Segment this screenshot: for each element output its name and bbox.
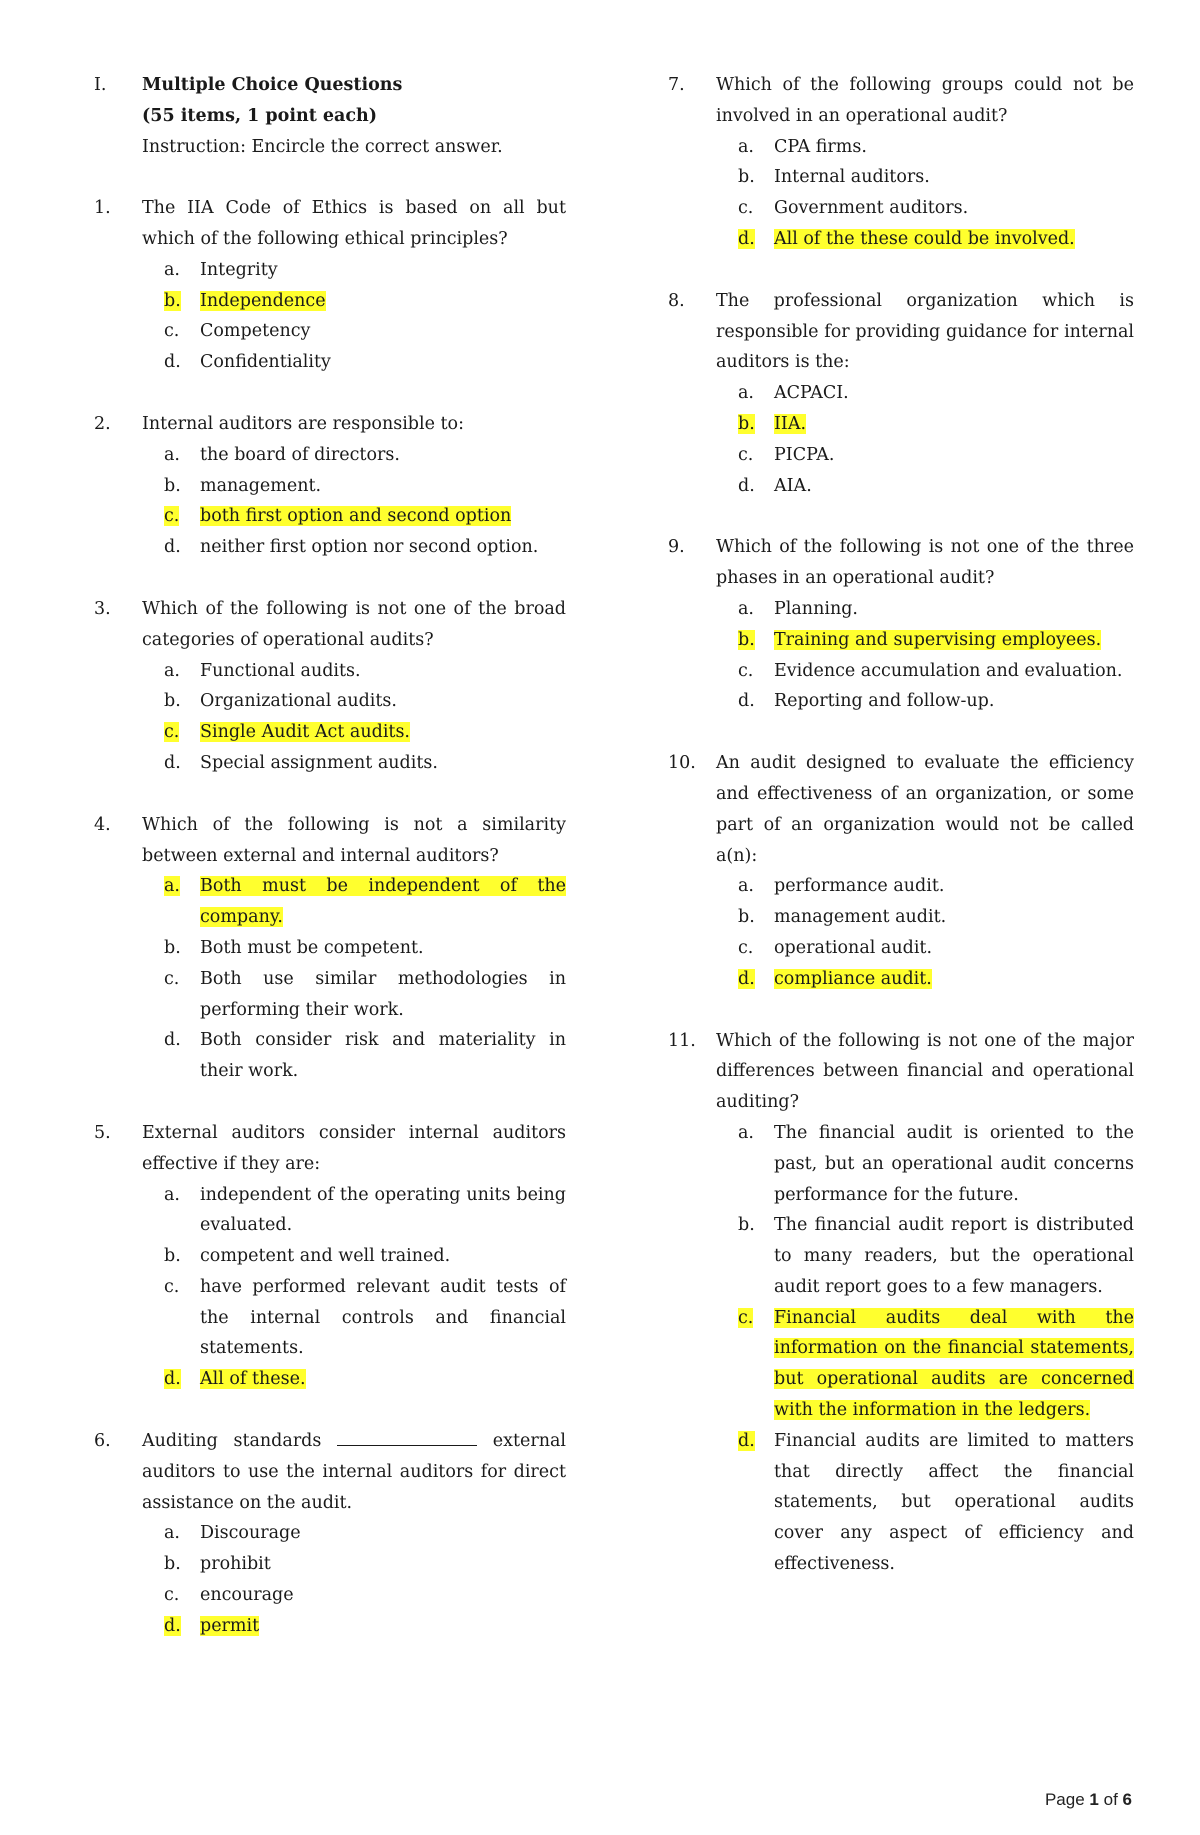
answer-choice[interactable] [142,1518,566,1549]
section-numeral: I. [94,75,107,95]
answer-choice[interactable] [716,193,1134,224]
choice-text: Both must be independent of the company. [200,876,566,928]
choice-letter: a. [164,876,180,897]
choice-letter: b. [164,937,181,958]
answer-choice-highlighted[interactable] [142,286,566,317]
answer-choice[interactable] [142,656,566,687]
question-number: 7. [668,75,685,95]
choice-text: IIA. [774,413,807,434]
choice-letter: d. [164,537,181,558]
choice-letter: c. [738,1307,754,1328]
question-item [668,286,1134,502]
answer-choice[interactable] [142,933,566,964]
question-item [94,1118,566,1395]
question-number: 4. [94,814,111,835]
choice-list [94,255,566,378]
answer-choice[interactable] [716,594,1134,625]
choice-letter: b. [164,691,181,712]
choice-text: Government auditors. [774,198,969,219]
question-text: Which of the following is not one of the major differences between financial and operational auditing? [716,1030,1134,1113]
answer-choice[interactable] [716,686,1134,717]
choice-letter: a. [738,383,754,404]
answer-choice[interactable] [716,871,1134,902]
question-number: 8. [668,290,685,311]
answer-choice[interactable] [716,1210,1134,1302]
choice-text: Special assignment audits. [200,752,438,773]
question-text: Which of the following is not a similarity between external and internal auditors? [142,814,566,866]
question-number: 6. [94,1431,111,1452]
answer-choice[interactable] [142,686,566,717]
fill-in-blank [337,1431,477,1446]
page-footer [1045,1790,1132,1810]
answer-choice[interactable] [716,132,1134,163]
choice-letter: a. [164,444,180,465]
choice-letter: b. [164,475,181,496]
choice-letter: b. [738,907,755,928]
question-item [94,409,566,563]
choice-letter: d. [164,1030,181,1051]
question-item [668,532,1134,717]
choice-letter: c. [738,198,754,219]
choice-text: management. [200,475,322,496]
answer-choice[interactable] [142,532,566,563]
choice-letter: a. [164,1184,180,1205]
choice-letter: a. [738,598,754,619]
question-text: Which of the following is not one of the three phases in an operational audit? [716,537,1134,589]
choice-text: management audit. [774,907,947,928]
question-item [668,748,1134,994]
choice-letter: c. [164,968,180,989]
choice-list [94,656,566,779]
answer-choice[interactable] [142,347,566,378]
choice-text: neither first option nor second option. [200,537,539,558]
question-number: 1. [94,198,111,219]
answer-choice[interactable] [142,1180,566,1242]
choice-letter: c. [738,660,754,681]
choice-text: Both must be competent. [200,937,424,958]
choice-letter: b. [738,629,755,650]
choice-list [94,1518,566,1641]
answer-choice-highlighted[interactable] [142,1364,566,1395]
choice-letter: c. [738,444,754,465]
answer-choice-highlighted[interactable] [142,717,566,748]
answer-choice[interactable] [142,1025,566,1087]
choice-letter: d. [164,1615,181,1636]
question-text: Internal auditors are responsible to: [142,413,464,434]
choice-list [94,1180,566,1396]
choice-text: Integrity [200,259,278,280]
question-number: 9. [668,537,685,558]
answer-choice[interactable] [716,1118,1134,1210]
choice-text: permit [200,1615,260,1636]
question-item [94,594,566,779]
answer-choice[interactable] [716,440,1134,471]
choice-text: both first option and second option [200,506,512,527]
answer-choice-highlighted[interactable] [716,625,1134,656]
choice-text: Discourage [200,1523,301,1544]
choice-text: Confidentiality [200,352,331,373]
question-number: 5. [94,1122,111,1143]
answer-choice[interactable] [142,471,566,502]
choice-list [94,871,566,1087]
section-instruction: Instruction: Encircle the correct answer. [142,136,503,157]
choice-letter: d. [738,968,755,989]
choice-letter: b. [738,413,755,434]
left-column [94,70,566,1673]
choice-letter: b. [164,1246,181,1267]
question-item [668,1026,1134,1580]
choice-letter: c. [164,506,180,527]
question-text: Which of the following groups could not be involved in an operational audit? [716,75,1134,126]
choice-letter: c. [164,321,180,342]
choice-text: All of these. [200,1369,306,1390]
choice-list [668,871,1134,994]
choice-text: Internal auditors. [774,167,930,188]
right-column [668,70,1134,1611]
choice-text: Both use similar methodologies in performing their work. [200,968,566,1020]
choice-letter: b. [164,290,181,311]
question-number: 10. [668,753,696,774]
answer-choice-highlighted[interactable] [716,1303,1134,1426]
choice-text: Evidence accumulation and evaluation. [774,660,1123,681]
answer-choice[interactable] [142,440,566,471]
choice-text: Functional audits. [200,660,361,681]
question-item [668,70,1134,255]
choice-letter: a. [164,1523,180,1544]
choice-text: independent of the operating units being evaluated. [200,1184,566,1236]
answer-choice[interactable] [716,902,1134,933]
choice-text: The financial audit report is distributed to many readers, but the operational audit report goes to a few managers. [774,1215,1134,1297]
footer-page-word: Page [1044,1790,1085,1809]
choice-text: compliance audit. [774,968,932,989]
answer-choice[interactable] [716,162,1134,193]
question-text [142,1426,566,1518]
answer-choice[interactable] [142,1580,566,1611]
answer-choice[interactable] [142,255,566,286]
choice-letter: c. [164,1585,180,1606]
choice-letter: d. [738,228,755,249]
answer-choice[interactable] [716,656,1134,687]
choice-text: performance audit. [774,876,945,897]
choice-letter: d. [738,691,755,712]
answer-choice[interactable] [142,964,566,1026]
choice-text: have performed relevant audit tests of the internal controls and financial statements. [200,1276,566,1359]
choice-letter: d. [164,752,181,773]
choice-text: The financial audit is oriented to the past, but an operational audit concerns performance for the future. [774,1122,1134,1205]
choice-text: prohibit [200,1554,271,1575]
section-subtitle: (55 items, 1 point each) [142,105,378,126]
choice-letter: d. [164,352,181,373]
choice-letter: a. [738,1122,754,1143]
question-item [94,193,566,378]
choice-text: Financial audits are limited to matters that directly affect the financial statements, but operational audits cover any aspect of efficiency and effectiveness. [774,1430,1134,1575]
question-text: An audit designed to evaluate the efficiency and effectiveness of an organization, or some part of an organization would not be called a(n): [716,753,1134,866]
choice-letter: b. [738,1215,755,1236]
answer-choice[interactable] [142,1272,566,1364]
choice-text: Independence [200,290,326,311]
question-number: 3. [94,598,111,619]
choice-text: the board of directors. [200,444,400,465]
choice-text: ACPACI. [774,383,849,404]
footer-current-page: 1 [1089,1790,1099,1809]
answer-choice-highlighted[interactable] [142,1611,566,1642]
answer-choice[interactable] [142,748,566,779]
choice-text: Competency [200,321,311,342]
choice-letter: a. [164,660,180,681]
answer-choice-highlighted[interactable] [716,964,1134,995]
choice-text: Organizational audits. [200,691,397,712]
choice-text: PICPA. [774,444,835,465]
question-text-after-blank: external auditors to use the internal auditors for direct assistance on the audit. [142,1431,566,1513]
choice-letter: c. [164,722,180,743]
question-text: Which of the following is not one of the broad categories of operational audits? [142,598,566,650]
choice-text: Both consider risk and materiality in their work. [200,1030,566,1082]
choice-letter: a. [738,136,754,157]
answer-choice-highlighted[interactable] [716,224,1134,255]
choice-text: encourage [200,1585,294,1606]
choice-letter: d. [164,1369,181,1390]
choice-text: Single Audit Act audits. [200,722,410,743]
choice-text: competent and well trained. [200,1246,451,1267]
question-text: External auditors consider internal auditors effective if they are: [142,1122,566,1174]
question-text: The professional organization which is responsible for providing guidance for internal auditors is the: [716,290,1134,373]
answer-choice[interactable] [142,1241,566,1272]
choice-text: operational audit. [774,937,933,958]
answer-choice[interactable] [142,316,566,347]
answer-choice-highlighted[interactable] [716,409,1134,440]
choice-list [668,594,1134,717]
choice-text: CPA firms. [774,136,867,157]
answer-choice[interactable] [716,1426,1134,1580]
question-text: The IIA Code of Ethics is based on all but which of the following ethical principles? [142,198,566,249]
answer-choice-highlighted[interactable] [142,871,566,933]
choice-letter: a. [164,259,180,280]
answer-choice[interactable] [142,1549,566,1580]
choice-text: Reporting and follow-up. [774,691,995,712]
choice-list [668,1118,1134,1580]
section-title: Multiple Choice Questions [142,75,403,95]
question-text-before-blank: Auditing standards [142,1431,322,1452]
answer-choice[interactable] [716,471,1134,502]
choice-letter: d. [738,475,755,496]
choice-letter: c. [164,1276,180,1297]
choice-list [94,440,566,563]
choice-letter: c. [738,937,754,958]
answer-choice-highlighted[interactable] [142,501,566,532]
question-number: 11. [668,1030,696,1051]
choice-text: Planning. [774,598,858,619]
section-header [94,70,566,162]
choice-letter: b. [164,1554,181,1575]
choice-text: Financial audits deal with the information on the financial statements, but operational audits are concerned with the information in the ledgers. [774,1307,1134,1421]
footer-total-pages: 6 [1122,1790,1132,1809]
footer-of-word: of [1103,1790,1118,1809]
choice-text: Training and supervising employees. [774,629,1102,650]
answer-choice[interactable] [716,378,1134,409]
question-number: 2. [94,413,111,434]
choice-list [668,132,1134,255]
choice-text: All of the these could be involved. [774,228,1075,249]
answer-choice[interactable] [716,933,1134,964]
choice-letter: b. [738,167,755,188]
choice-text: AIA. [774,475,812,496]
question-item [94,1426,566,1642]
choice-list [668,378,1134,501]
choice-letter: a. [738,876,754,897]
question-item [94,810,566,1087]
choice-letter: d. [738,1430,755,1451]
